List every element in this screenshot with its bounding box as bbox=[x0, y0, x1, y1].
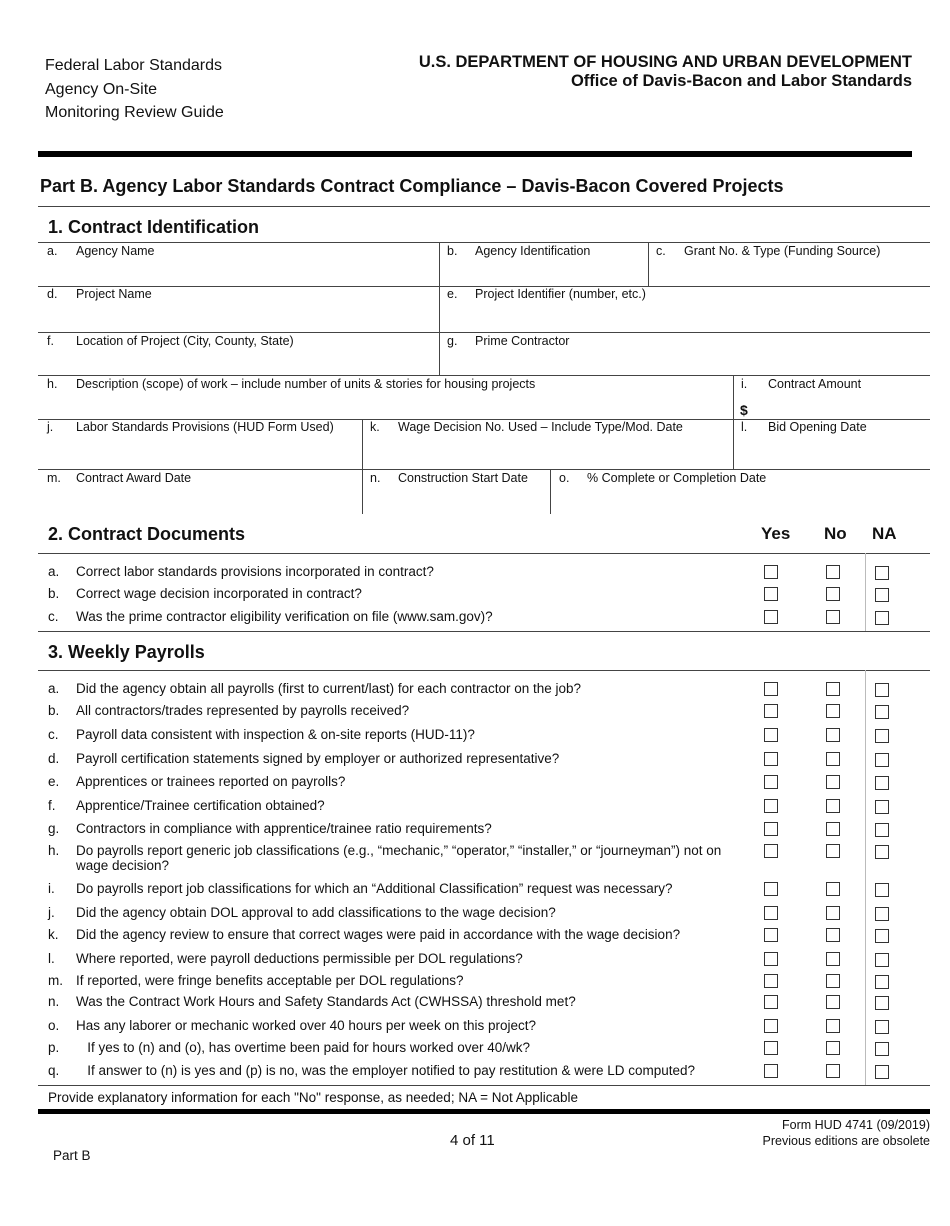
checkbox-na[interactable] bbox=[875, 753, 889, 767]
checkbox-no[interactable] bbox=[826, 1041, 840, 1055]
divider bbox=[38, 206, 930, 207]
question-text: Contractors in compliance with apprentice/trainee ratio requirements? bbox=[76, 821, 492, 836]
grant-number-field[interactable]: Grant No. & Type (Funding Source) bbox=[684, 244, 881, 258]
checkbox-yes[interactable] bbox=[764, 928, 778, 942]
field-letter: m. bbox=[47, 471, 61, 485]
field-letter: d. bbox=[47, 287, 58, 301]
checkbox-no[interactable] bbox=[826, 728, 840, 742]
checkbox-na[interactable] bbox=[875, 883, 889, 897]
header-left-line: Agency On-Site bbox=[45, 80, 158, 98]
divider bbox=[648, 242, 649, 286]
checkbox-yes[interactable] bbox=[764, 728, 778, 742]
field-letter: b. bbox=[447, 244, 458, 258]
checkbox-yes[interactable] bbox=[764, 974, 778, 988]
divider bbox=[38, 553, 930, 554]
project-location-field[interactable]: Location of Project (City, County, State) bbox=[76, 334, 294, 348]
question-letter: l. bbox=[48, 951, 55, 966]
checkbox-no[interactable] bbox=[826, 610, 840, 624]
checkbox-na[interactable] bbox=[875, 776, 889, 790]
question-text: If reported, were fringe benefits acceptable per DOL regulations? bbox=[76, 973, 464, 988]
divider bbox=[550, 469, 551, 514]
question-letter: p. bbox=[48, 1040, 60, 1055]
question-letter: k. bbox=[48, 927, 59, 942]
checkbox-no[interactable] bbox=[826, 882, 840, 896]
checkbox-no[interactable] bbox=[826, 682, 840, 696]
form-info bbox=[763, 1117, 930, 1149]
question-text: Apprentice/Trainee certification obtained? bbox=[76, 798, 325, 813]
checkbox-yes[interactable] bbox=[764, 995, 778, 1009]
checkbox-na[interactable] bbox=[875, 705, 889, 719]
divider bbox=[865, 670, 866, 1085]
checkbox-yes[interactable] bbox=[764, 882, 778, 896]
checkbox-no[interactable] bbox=[826, 799, 840, 813]
question-letter: c. bbox=[48, 727, 59, 742]
field-letter: a. bbox=[47, 244, 58, 258]
question-letter: f. bbox=[48, 798, 56, 813]
contract-award-date-field[interactable]: Contract Award Date bbox=[76, 471, 192, 485]
column-header-yes: Yes bbox=[761, 524, 791, 543]
question-text: Was the Contract Work Hours and Safety Standards Act (CWHSSA) threshold met? bbox=[76, 994, 576, 1009]
question-text: Do payrolls report job classifications for which an “Additional Classification” request was necessary? bbox=[76, 881, 673, 896]
divider bbox=[38, 332, 930, 333]
question-letter: h. bbox=[48, 843, 60, 858]
checkbox-no[interactable] bbox=[826, 704, 840, 718]
checkbox-na[interactable] bbox=[875, 1042, 889, 1056]
contract-amount-field[interactable]: Contract Amount bbox=[768, 377, 862, 391]
question-letter: b. bbox=[48, 703, 60, 718]
question-letter: g. bbox=[48, 821, 60, 836]
question-letter: i. bbox=[48, 881, 55, 896]
checkbox-na[interactable] bbox=[875, 1065, 889, 1079]
question-letter: c. bbox=[48, 609, 59, 624]
field-letter: g. bbox=[447, 334, 458, 348]
question-text: Do payrolls report generic job classifications (e.g., “mechanic,” “operator,” “installer,” or “journeyman”) not on wage decision? bbox=[76, 843, 726, 873]
question-text: Did the agency obtain DOL approval to add classifications to the wage decision? bbox=[76, 905, 556, 920]
field-letter: e. bbox=[447, 287, 458, 301]
checkbox-no[interactable] bbox=[826, 952, 840, 966]
form-id: Form HUD 4741 (09/2019) bbox=[782, 1118, 930, 1132]
checkbox-no[interactable] bbox=[826, 844, 840, 858]
question-text: Payroll data consistent with inspection & on-site reports (HUD-11)? bbox=[76, 727, 475, 742]
section-2-title: 2. Contract Documents bbox=[48, 524, 246, 544]
question-letter: q. bbox=[48, 1063, 60, 1078]
agency-name-field[interactable]: Agency Name bbox=[76, 244, 155, 258]
question-letter: a. bbox=[48, 681, 60, 696]
checkbox-na[interactable] bbox=[875, 996, 889, 1010]
checkbox-na[interactable] bbox=[875, 929, 889, 943]
divider bbox=[439, 332, 440, 375]
checkbox-yes[interactable] bbox=[764, 822, 778, 836]
question-text: All contractors/trades represented by payrolls received? bbox=[76, 703, 410, 718]
bid-opening-date-field[interactable]: Bid Opening Date bbox=[768, 420, 867, 434]
explanatory-note: Provide explanatory information for each "No" response, as needed; NA = Not Applicable bbox=[48, 1090, 579, 1105]
divider bbox=[362, 419, 363, 514]
checkbox-na[interactable] bbox=[875, 975, 889, 989]
section-3-title: 3. Weekly Payrolls bbox=[48, 642, 205, 662]
checkbox-na[interactable] bbox=[875, 566, 889, 580]
checkbox-yes[interactable] bbox=[764, 952, 778, 966]
checkbox-yes[interactable] bbox=[764, 587, 778, 601]
part-title: Part B. Agency Labor Standards Contract Compliance – Davis-Bacon Covered Projects bbox=[40, 176, 784, 196]
column-header-na: NA bbox=[872, 524, 897, 543]
field-letter: l. bbox=[741, 420, 748, 434]
checkbox-no[interactable] bbox=[826, 1019, 840, 1033]
checkbox-na[interactable] bbox=[875, 845, 889, 859]
divider bbox=[865, 553, 866, 631]
checkbox-yes[interactable] bbox=[764, 844, 778, 858]
field-letter: n. bbox=[370, 471, 381, 485]
checkbox-no[interactable] bbox=[826, 752, 840, 766]
field-letter: j. bbox=[47, 420, 54, 434]
header-left bbox=[45, 54, 224, 125]
labor-standards-provisions-field[interactable]: Labor Standards Provisions (HUD Form Used) bbox=[76, 420, 334, 434]
checkbox-no[interactable] bbox=[826, 565, 840, 579]
question-letter: j. bbox=[48, 905, 55, 920]
checkbox-na[interactable] bbox=[875, 800, 889, 814]
question-text: Apprentices or trainees reported on payrolls? bbox=[76, 774, 346, 789]
question-letter: n. bbox=[48, 994, 60, 1009]
agency-identification-field[interactable]: Agency Identification bbox=[475, 244, 591, 258]
checkbox-yes[interactable] bbox=[764, 610, 778, 624]
question-text: Correct wage decision incorporated in contract? bbox=[76, 586, 362, 601]
checkbox-yes[interactable] bbox=[764, 1019, 778, 1033]
question-letter: b. bbox=[48, 586, 60, 601]
checkbox-yes[interactable] bbox=[764, 704, 778, 718]
field-letter: h. bbox=[47, 377, 58, 391]
project-name-field[interactable]: Project Name bbox=[76, 287, 152, 301]
checkbox-yes[interactable] bbox=[764, 682, 778, 696]
field-letter: f. bbox=[47, 334, 54, 348]
checkbox-yes[interactable] bbox=[764, 1041, 778, 1055]
obsolete-note: Previous editions are obsolete bbox=[762, 1134, 930, 1148]
question-text: If answer to (n) is yes and (p) is no, was the employer notified to pay restitution & were LD computed? bbox=[76, 1063, 696, 1078]
question-text: Where reported, were payroll deductions permissible per DOL regulations? bbox=[76, 951, 523, 966]
construction-start-date-field[interactable]: Construction Start Date bbox=[398, 471, 528, 485]
department-name: U.S. DEPARTMENT OF HOUSING AND URBAN DEVELOPMENT bbox=[418, 53, 912, 71]
office-name: Office of Davis-Bacon and Labor Standards bbox=[570, 72, 912, 90]
header-right bbox=[419, 53, 912, 91]
checkbox-na[interactable] bbox=[875, 683, 889, 697]
checkbox-no[interactable] bbox=[826, 995, 840, 1009]
checkbox-yes[interactable] bbox=[764, 775, 778, 789]
checkbox-yes[interactable] bbox=[764, 752, 778, 766]
question-letter: a. bbox=[48, 564, 60, 579]
divider bbox=[38, 375, 930, 376]
checkbox-no[interactable] bbox=[826, 775, 840, 789]
work-description-field[interactable]: Description (scope) of work – include number of units & stories for housing projects bbox=[76, 377, 536, 391]
divider bbox=[38, 631, 930, 632]
checkbox-yes[interactable] bbox=[764, 565, 778, 579]
question-text: Payroll certification statements signed by employer or authorized representative? bbox=[76, 751, 560, 766]
checkbox-na[interactable] bbox=[875, 953, 889, 967]
header-left-line: Federal Labor Standards bbox=[45, 57, 222, 74]
checkbox-no[interactable] bbox=[826, 587, 840, 601]
page-number: 4 of 11 bbox=[450, 1132, 495, 1149]
divider bbox=[733, 375, 734, 469]
question-text: Has any laborer or mechanic worked over 40 hours per week on this project? bbox=[76, 1018, 536, 1033]
section-1-title: 1. Contract Identification bbox=[48, 217, 260, 237]
checkbox-yes[interactable] bbox=[764, 799, 778, 813]
column-header-no: No bbox=[824, 524, 847, 543]
field-letter: i. bbox=[741, 377, 748, 391]
field-letter: c. bbox=[656, 244, 666, 258]
prime-contractor-field[interactable]: Prime Contractor bbox=[475, 334, 570, 348]
divider bbox=[38, 242, 930, 243]
dollar-sign: $ bbox=[740, 402, 748, 418]
question-text: Did the agency review to ensure that correct wages were paid in accordance with the wage decision? bbox=[76, 927, 681, 942]
question-letter: d. bbox=[48, 751, 60, 766]
checkbox-no[interactable] bbox=[826, 822, 840, 836]
completion-date-field[interactable]: % Complete or Completion Date bbox=[587, 471, 767, 485]
checkbox-no[interactable] bbox=[826, 974, 840, 988]
question-letter: e. bbox=[48, 774, 60, 789]
checkbox-na[interactable] bbox=[875, 907, 889, 921]
checkbox-no[interactable] bbox=[826, 928, 840, 942]
divider bbox=[38, 1085, 930, 1086]
question-text: Was the prime contractor eligibility verification on file (www.sam.gov)? bbox=[76, 609, 493, 624]
question-letter: m. bbox=[48, 973, 63, 988]
divider bbox=[439, 242, 440, 332]
wage-decision-field[interactable]: Wage Decision No. Used – Include Type/Mod. Date bbox=[398, 420, 683, 434]
checkbox-no[interactable] bbox=[826, 1064, 840, 1078]
checkbox-na[interactable] bbox=[875, 1020, 889, 1034]
header-rule bbox=[38, 151, 912, 157]
part-label: Part B bbox=[53, 1148, 91, 1163]
question-letter: o. bbox=[48, 1018, 60, 1033]
checkbox-na[interactable] bbox=[875, 611, 889, 625]
checkbox-na[interactable] bbox=[875, 729, 889, 743]
header-left-line: Monitoring Review Guide bbox=[45, 104, 224, 121]
checkbox-yes[interactable] bbox=[764, 906, 778, 920]
field-letter: o. bbox=[559, 471, 570, 485]
question-text: Correct labor standards provisions incorporated in contract? bbox=[76, 564, 434, 579]
divider bbox=[38, 469, 930, 470]
project-identifier-field[interactable]: Project Identifier (number, etc.) bbox=[475, 287, 646, 301]
field-letter: k. bbox=[370, 420, 380, 434]
divider bbox=[38, 670, 930, 671]
question-text: If yes to (n) and (o), has overtime been paid for hours worked over 40/wk? bbox=[76, 1040, 530, 1055]
footer-rule bbox=[38, 1109, 930, 1114]
question-text: Did the agency obtain all payrolls (first to current/last) for each contractor on the job? bbox=[76, 681, 582, 696]
checkbox-na[interactable] bbox=[875, 823, 889, 837]
checkbox-no[interactable] bbox=[826, 906, 840, 920]
checkbox-na[interactable] bbox=[875, 588, 889, 602]
checkbox-yes[interactable] bbox=[764, 1064, 778, 1078]
